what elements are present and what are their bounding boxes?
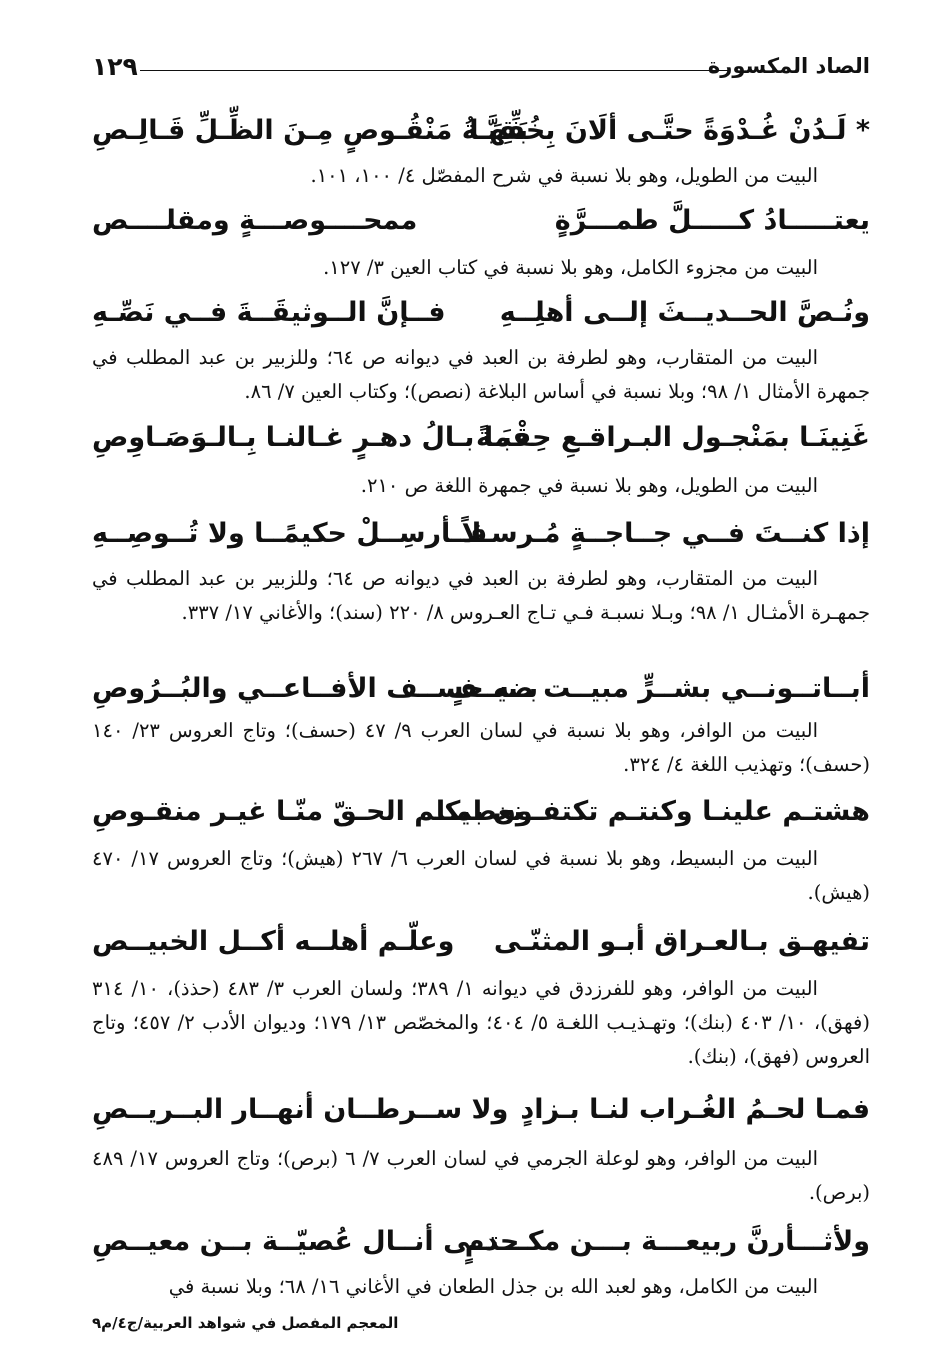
verse-second-hemistich: فما بـالُ دهـرٍ غـالنـا بِـالـوَصَـاوِصِ [92,422,530,453]
verse-line [92,205,870,245]
verse-first-hemistich: إذا كنــتَ فــي جــاجــةٍ مُـرسـلاً [461,518,870,549]
verse-line [92,115,870,155]
verse-line [92,926,870,966]
verse-line [92,796,870,836]
verse-first-hemistich: غَنِينَـا بمَنْجـول البـراقـعِ حِقْبَـةً [476,422,870,453]
verse-second-hemistich: نعطيكـم الحـقّ منّـا غيـر منقـوصِ [92,796,524,827]
running-title: الصاد المكسورة [707,54,870,78]
verse-line [92,518,870,558]
verse-second-hemistich: بَقِيَّـةُ مَنْقُـوصٍ مِـنَ الظِّـلِّ قَـالِـصِ [92,115,528,146]
verse-line [92,422,870,462]
page-footer-signature: المعجم المفصل في شواهد العربية/ج٤/م٩ [92,1314,399,1332]
page-number: ١٢٩ [92,52,138,81]
header-rule [140,70,728,71]
verse-note: البيت من الوافر، وهو لوعلة الجرمي في لسان العرب ٧/ ٦ (برص)؛ وتاج العروس ١٧/ ٤٨٩ (برص). [92,1147,870,1204]
verse-line [92,297,870,337]
verse-note: البيت من الكامل، وهو لعبد الله بن جذل الطعان في الأغاني ١٦/ ٦٨؛ وبلا نسبة في [168,1275,818,1298]
verse-first-hemistich: يعتـــــادُ كـــــلَّ طمـــرَّةٍ [554,205,870,236]
page-header [92,52,870,86]
verse-second-hemistich: بــه حســف الأفــاعــي والبُــرُوصِ [92,673,539,704]
verse-note: البيت من مجزوء الكامل، وهو بلا نسبة في كتاب العين ٣/ ١٢٧. [323,256,818,279]
verse-second-hemistich: ولا ســرطــان أنهــار البــريــصِ [92,1094,509,1125]
verse-note: البيت من الطويل، وهو بلا نسبة في شرح المفصّل ٤/ ١٠٠، ١٠١. [310,164,818,187]
verse-note: البيت من الوافر، وهو بلا نسبة في لسان العرب ٩/ ٤٧ (حسف)؛ وتاج العروس ٢٣/ ١٤٠ (حسف)؛ وتهذيب اللغة ٤/ ٣٢٤. [92,719,870,776]
verse-second-hemistich: ممحــــوصـــةٍ ومقلــــص [92,205,418,236]
verse-first-hemistich: أبــاتــونــي بشــرٍّ مبيــت ضيــفٍ [445,673,870,704]
verse-line [92,1094,870,1134]
verse-first-hemistich: هشتـم علينـا وكنتـم تكتفـون بمـا [435,796,870,827]
verse-first-hemistich: تفيهـق بـالعـراق أبـو المثنّـى [493,926,870,957]
verse-first-hemistich: فمـا لحـمُ الغُـراب لنـا بـزادٍ [520,1094,870,1125]
verse-first-hemistich: ولأثـــأرنَّ ربيعـــة بـــن مكـــدمٍ [464,1226,870,1257]
verse-second-hemistich: فــإنَّ الــوثيقَــةَ فــي نَصِّـهِ [92,297,446,328]
verse-note: البيت من البسيط، وهو بلا نسبة في لسان العرب ٦/ ٢٦٧ (هيش)؛ وتاج العروس ١٧/ ٤٧٠ (هيش). [92,847,870,904]
verse-second-hemistich: فــأرسِــلْ حكيمًــا ولا تُــوصِــهِ [92,518,488,549]
verse-note: البيت من المتقارب، وهو لطرفة بن العبد في ديوانه ص ٦٤؛ وللزبير بن عبد المطلب في جمهـرة الأمثـال ١/ ٩٨؛ وبـلا نسبـة فـي تـاج العـروس ٨/ ٢٢٠ (سند)؛ والأغاني ١٧/ ٣٣٧. [92,567,870,624]
verse-note: البيت من الوافر، وهو للفرزدق في ديوانه ١/ ٣٨٩؛ ولسان العرب ٣/ ٤٨٣ (حذذ)، ١٠/ ٣١٤ (فهق)، ١٠/ ٤٠٣ (بنك)؛ وتهـذيـب اللغـة ٥/ ٤٠٤؛ والمخصّص ١٣/ ١٧٩؛ وديوان الأدب ٢/ ٤٥٧؛ وتاج العروس (فهق)، (بنك). [92,977,870,1068]
verse-line [92,1226,870,1266]
verse-note: البيت من المتقارب، وهو لطرفة بن العبد في ديوانه ص ٦٤؛ وللزبير بن عبد المطلب في جمهرة الأمثال ١/ ٩٨؛ وبلا نسبة في أساس البلاغة (نصص)؛ وكتاب العين ٧/ ٨٦. [92,346,870,403]
verse-first-hemistich: ونُـصَّ الحــديــثَ إلــى أهلِــهِ [499,297,870,328]
verse-first-hemistich: * لَـدُنْ غُـدْوَةً حتَّـى ألَانَ بِخُفِّهَـا [469,115,870,146]
verse-second-hemistich: حتــى أنــال عُصيّــة بــن معيــصِ [92,1226,520,1257]
verse-note: البيت من الطويل، وهو بلا نسبة في جمهرة اللغة ص ٢١٠. [360,474,818,497]
verse-second-hemistich: وعلّـم أهلــه أكــل الخبيــص [92,926,455,957]
verse-line [92,673,870,713]
